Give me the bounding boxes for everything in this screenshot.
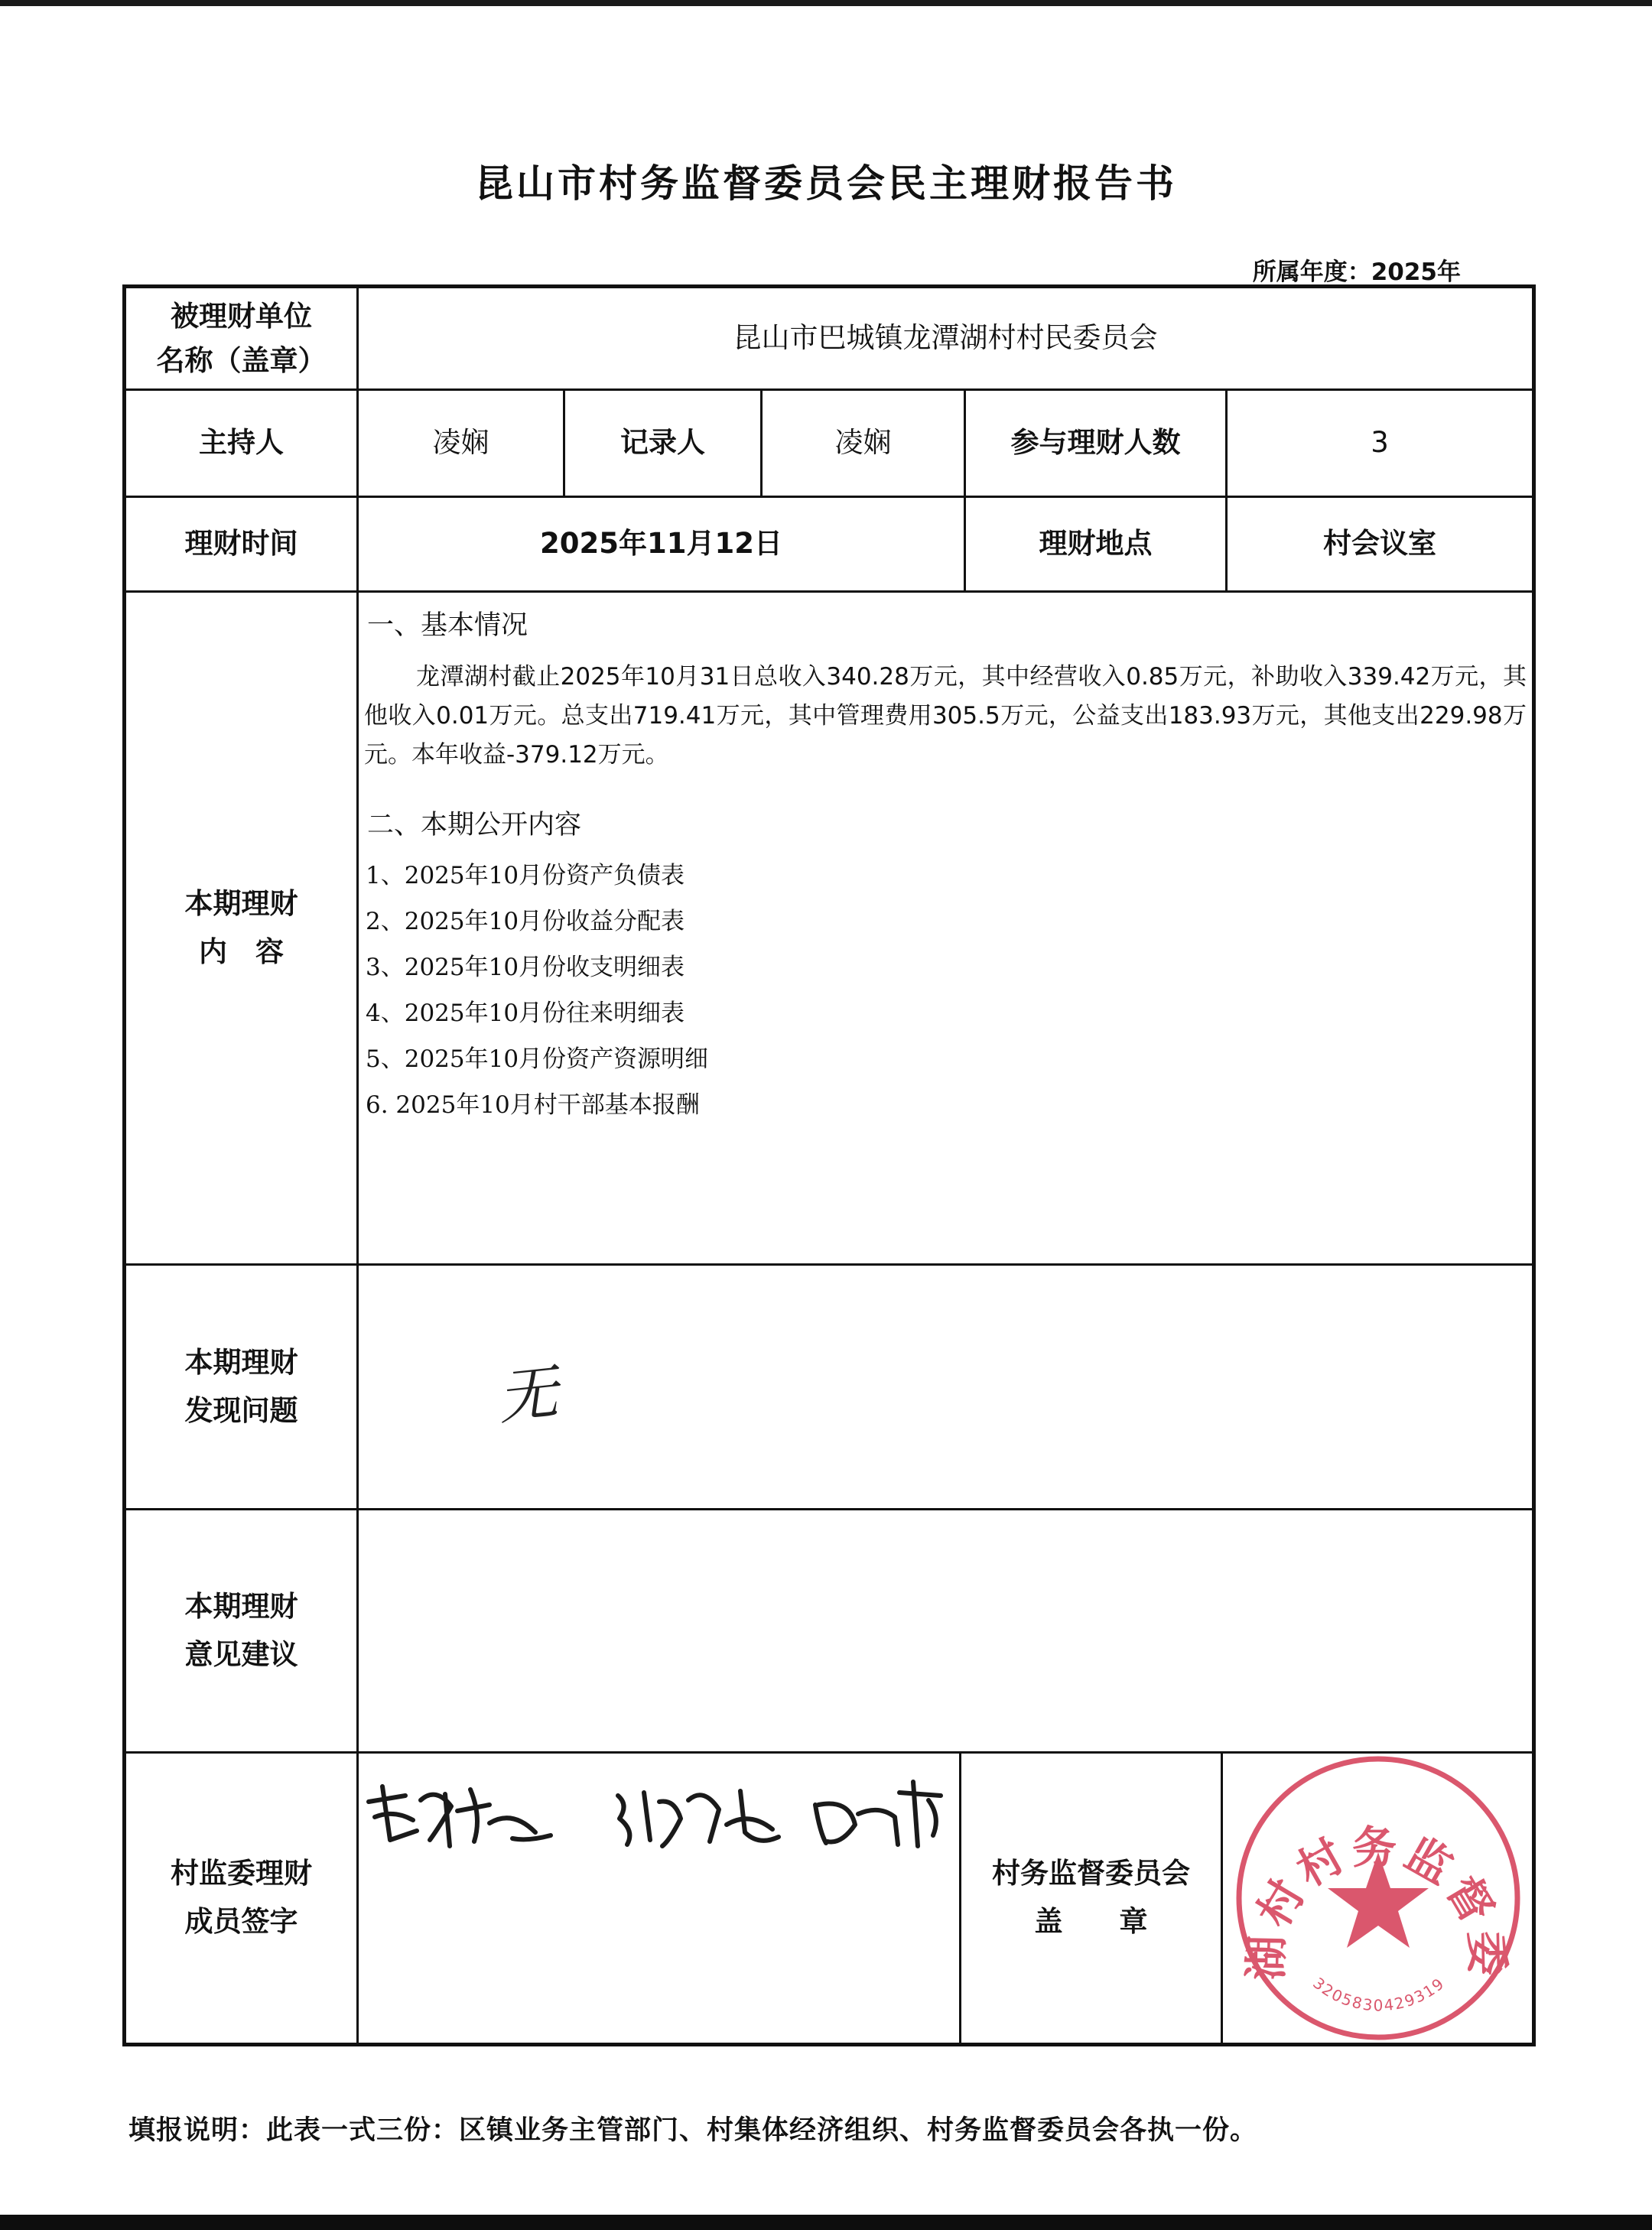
footer-note: 填报说明：此表一式三份：区镇业务主管部门、村集体经济组织、村务监督委员会各执一份。 xyxy=(128,2115,1258,2146)
year-label: 所属年度：2025年 xyxy=(1252,258,1461,286)
suggestions-label: 本期理财 意见建议 xyxy=(184,1589,298,1671)
time-label: 理财时间 xyxy=(184,527,298,561)
participants-label: 参与理财人数 xyxy=(1010,426,1181,460)
committee-seal-stamp xyxy=(1197,1712,1533,2043)
time-value: 2025年11月12日 xyxy=(540,527,782,561)
issues-handwritten-value: 无 xyxy=(494,1357,561,1433)
section1-text: 龙潭湖村截止2025年10月31日总收入340.28万元，其中经营收入0.85万元，补助收入339.42万元，其他收入0.01万元。总支出719.41万元，其中管理费用305.5万元，公益支出183.93万元，其他支出229.98万元。本年收益-379.12万元。 xyxy=(364,663,1527,769)
host-label: 主持人 xyxy=(199,426,284,460)
document-title: 昆山市村务监督委员会民主理财报告书 xyxy=(475,161,1177,206)
scan-edge-bottom xyxy=(0,2215,1652,2230)
content-body xyxy=(364,604,1533,1128)
section1-title: 一、基本情况 xyxy=(367,610,528,641)
list-item: 6. 2025年10月村干部基本报酬 xyxy=(366,1091,700,1119)
signatures-label: 村监委理财 成员签字 xyxy=(171,1857,312,1938)
list-item: 3、2025年10月份收支明细表 xyxy=(366,954,685,981)
seal-label: 村务监督委员会 盖 章 xyxy=(992,1857,1190,1938)
recorder-value: 凌娴 xyxy=(834,426,892,460)
unit-value: 昆山市巴城镇龙潭湖村村民委员会 xyxy=(733,321,1158,355)
list-item: 1、2025年10月份资产负债表 xyxy=(366,862,685,889)
seal-code-text: 3205830429319 xyxy=(1309,1973,1449,2015)
recorder-label: 记录人 xyxy=(620,426,705,460)
host-value: 凌娴 xyxy=(432,426,489,460)
list-item: 5、2025年10月份资产资源明细 xyxy=(366,1045,709,1073)
participants-value: 3 xyxy=(1371,426,1389,460)
scan-edge-top xyxy=(0,0,1652,6)
place-value: 村会议室 xyxy=(1323,527,1436,561)
list-item: 2、2025年10月份收益分配表 xyxy=(366,908,685,935)
handwritten-signatures xyxy=(359,1756,956,1878)
seal-arc-text: 龙潭湖村村务监督委员会 xyxy=(1197,1712,1514,1981)
section2-title: 二、本期公开内容 xyxy=(367,810,582,840)
content-label: 本期理财 内 容 xyxy=(184,886,298,968)
issues-label: 本期理财 发现问题 xyxy=(184,1345,298,1427)
unit-label: 被理财单位 名称（盖章） xyxy=(156,300,327,377)
list-item: 4、2025年10月份往来明细表 xyxy=(366,1000,685,1027)
place-label: 理财地点 xyxy=(1039,527,1153,561)
